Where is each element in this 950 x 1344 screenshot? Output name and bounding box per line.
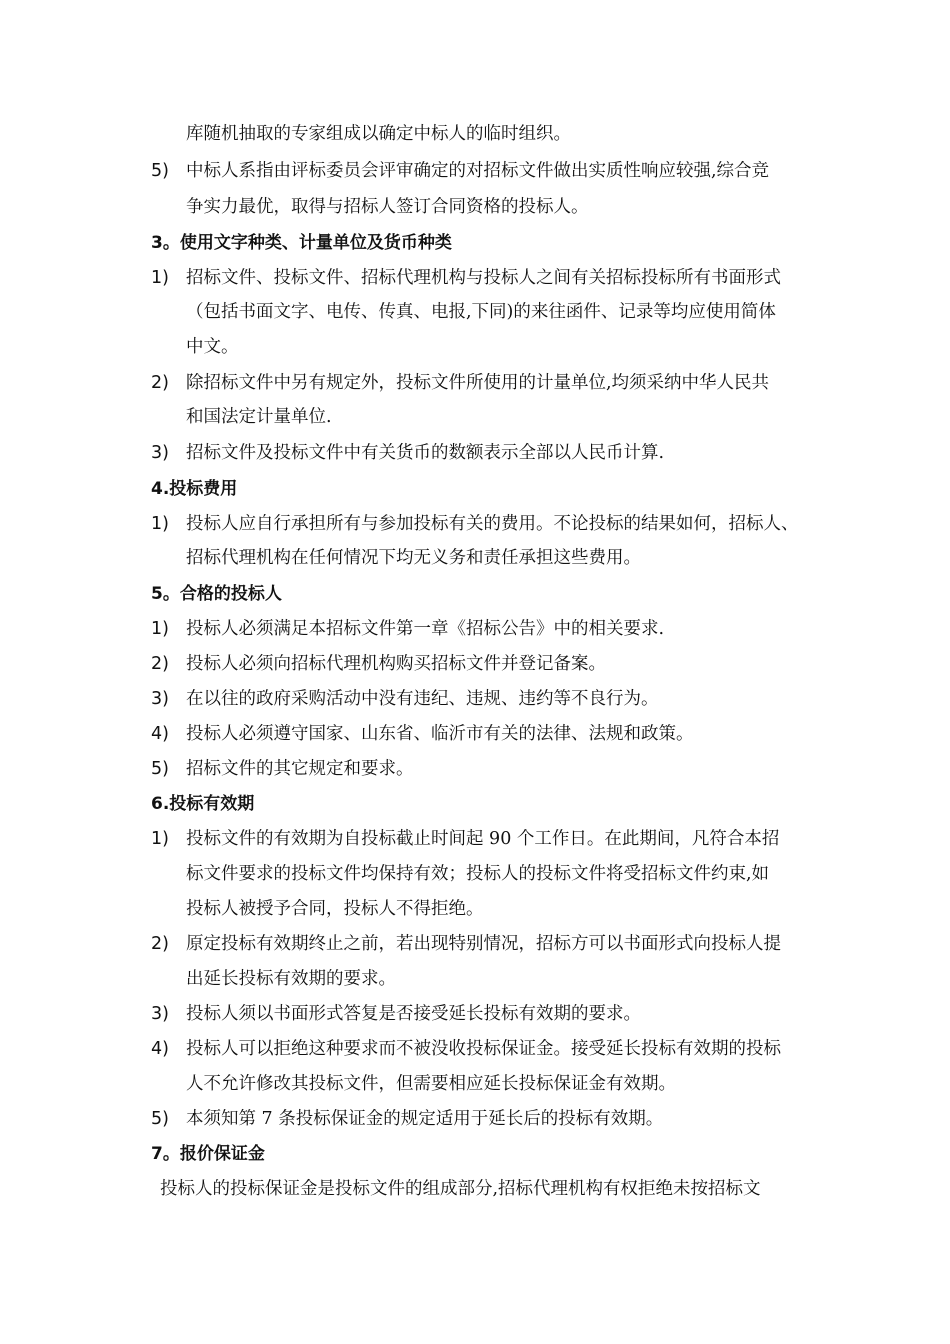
text-line: 投标人被授予合同，投标人不得拒绝。 <box>186 899 484 919</box>
list-number: 2) <box>151 373 169 393</box>
list-item-text: 投标人必须向招标代理机构购买招标文件并登记备案。 <box>186 654 606 674</box>
list-number: 2) <box>151 934 169 954</box>
list-number: 5) <box>151 161 169 181</box>
list-item-text: 投标人必须满足本招标文件第一章《招标公告》中的相关要求. <box>186 619 665 639</box>
list-item-text: 投标人应自行承担所有与参加投标有关的费用。不论投标的结果如何，招标人、 <box>186 514 799 534</box>
list-item-text: 招标文件及投标文件中有关货币的数额表示全部以人民币计算. <box>186 443 665 463</box>
text-line: 标文件要求的投标文件均保持有效；投标人的投标文件将受招标文件约束,如 <box>186 864 770 884</box>
list-item-text: 投标文件的有效期为自投标截止时间起 90 个工作日。在此期间，凡符合本招 <box>186 829 780 849</box>
text-line: （包括书面文字、电传、传真、电报,下同)的来往函件、记录等均应使用简体 <box>186 302 776 322</box>
list-item-text: 本须知第 7 条投标保证金的规定适用于延长后的投标有效期。 <box>186 1109 664 1129</box>
list-number: 5) <box>151 759 169 779</box>
list-item-text: 招标文件、投标文件、招标代理机构与投标人之间有关招标投标所有书面形式 <box>186 268 781 288</box>
section-heading: 7。报价保证金 <box>151 1144 265 1164</box>
list-item-text: 除招标文件中另有规定外，投标文件所使用的计量单位,均须采纳中华人民共 <box>186 373 770 393</box>
text-line: 出延长投标有效期的要求。 <box>186 969 396 989</box>
list-number: 5) <box>151 1109 169 1129</box>
list-number: 1) <box>151 514 169 534</box>
text-line: 争实力最优，取得与招标人签订合同资格的投标人。 <box>186 197 589 217</box>
text-line: 中文。 <box>186 337 239 357</box>
list-item-text: 投标人须以书面形式答复是否接受延长投标有效期的要求。 <box>186 1004 641 1024</box>
list-item-text: 投标人必须遵守国家、山东省、临沂市有关的法律、法规和政策。 <box>186 724 694 744</box>
list-number: 1) <box>151 829 169 849</box>
list-number: 4) <box>151 1039 169 1059</box>
list-number: 1) <box>151 268 169 288</box>
list-item-text: 中标人系指由评标委员会评审确定的对招标文件做出实质性响应较强,综合竞 <box>186 161 770 181</box>
text-line: 库随机抽取的专家组成以确定中标人的临时组织。 <box>186 124 571 144</box>
section-heading: 4.投标费用 <box>151 479 238 499</box>
list-number: 1) <box>151 619 169 639</box>
text-line: 人不允许修改其投标文件，但需要相应延长投标保证金有效期。 <box>186 1074 676 1094</box>
list-number: 2) <box>151 654 169 674</box>
list-item-text: 招标文件的其它规定和要求。 <box>186 759 414 779</box>
section-heading: 6.投标有效期 <box>151 794 255 814</box>
list-item-text: 投标人可以拒绝这种要求而不被没收投标保证金。接受延长投标有效期的投标 <box>186 1039 781 1059</box>
text-line: 和国法定计量单位. <box>186 407 332 427</box>
list-item-text: 在以往的政府采购活动中没有违纪、违规、违约等不良行为。 <box>186 689 659 709</box>
list-number: 4) <box>151 724 169 744</box>
list-number: 3) <box>151 443 169 463</box>
list-item-text: 原定投标有效期终止之前，若出现特别情况，招标方可以书面形式向投标人提 <box>186 934 781 954</box>
list-number: 3) <box>151 1004 169 1024</box>
paragraph-text: 投标人的投标保证金是投标文件的组成部分,招标代理机构有权拒绝未按招标文 <box>160 1179 761 1199</box>
section-heading: 5。合格的投标人 <box>151 584 282 604</box>
text-line: 招标代理机构在任何情况下均无义务和责任承担这些费用。 <box>186 548 641 568</box>
list-number: 3) <box>151 689 169 709</box>
section-heading: 3。使用文字种类、计量单位及货币种类 <box>151 233 452 253</box>
